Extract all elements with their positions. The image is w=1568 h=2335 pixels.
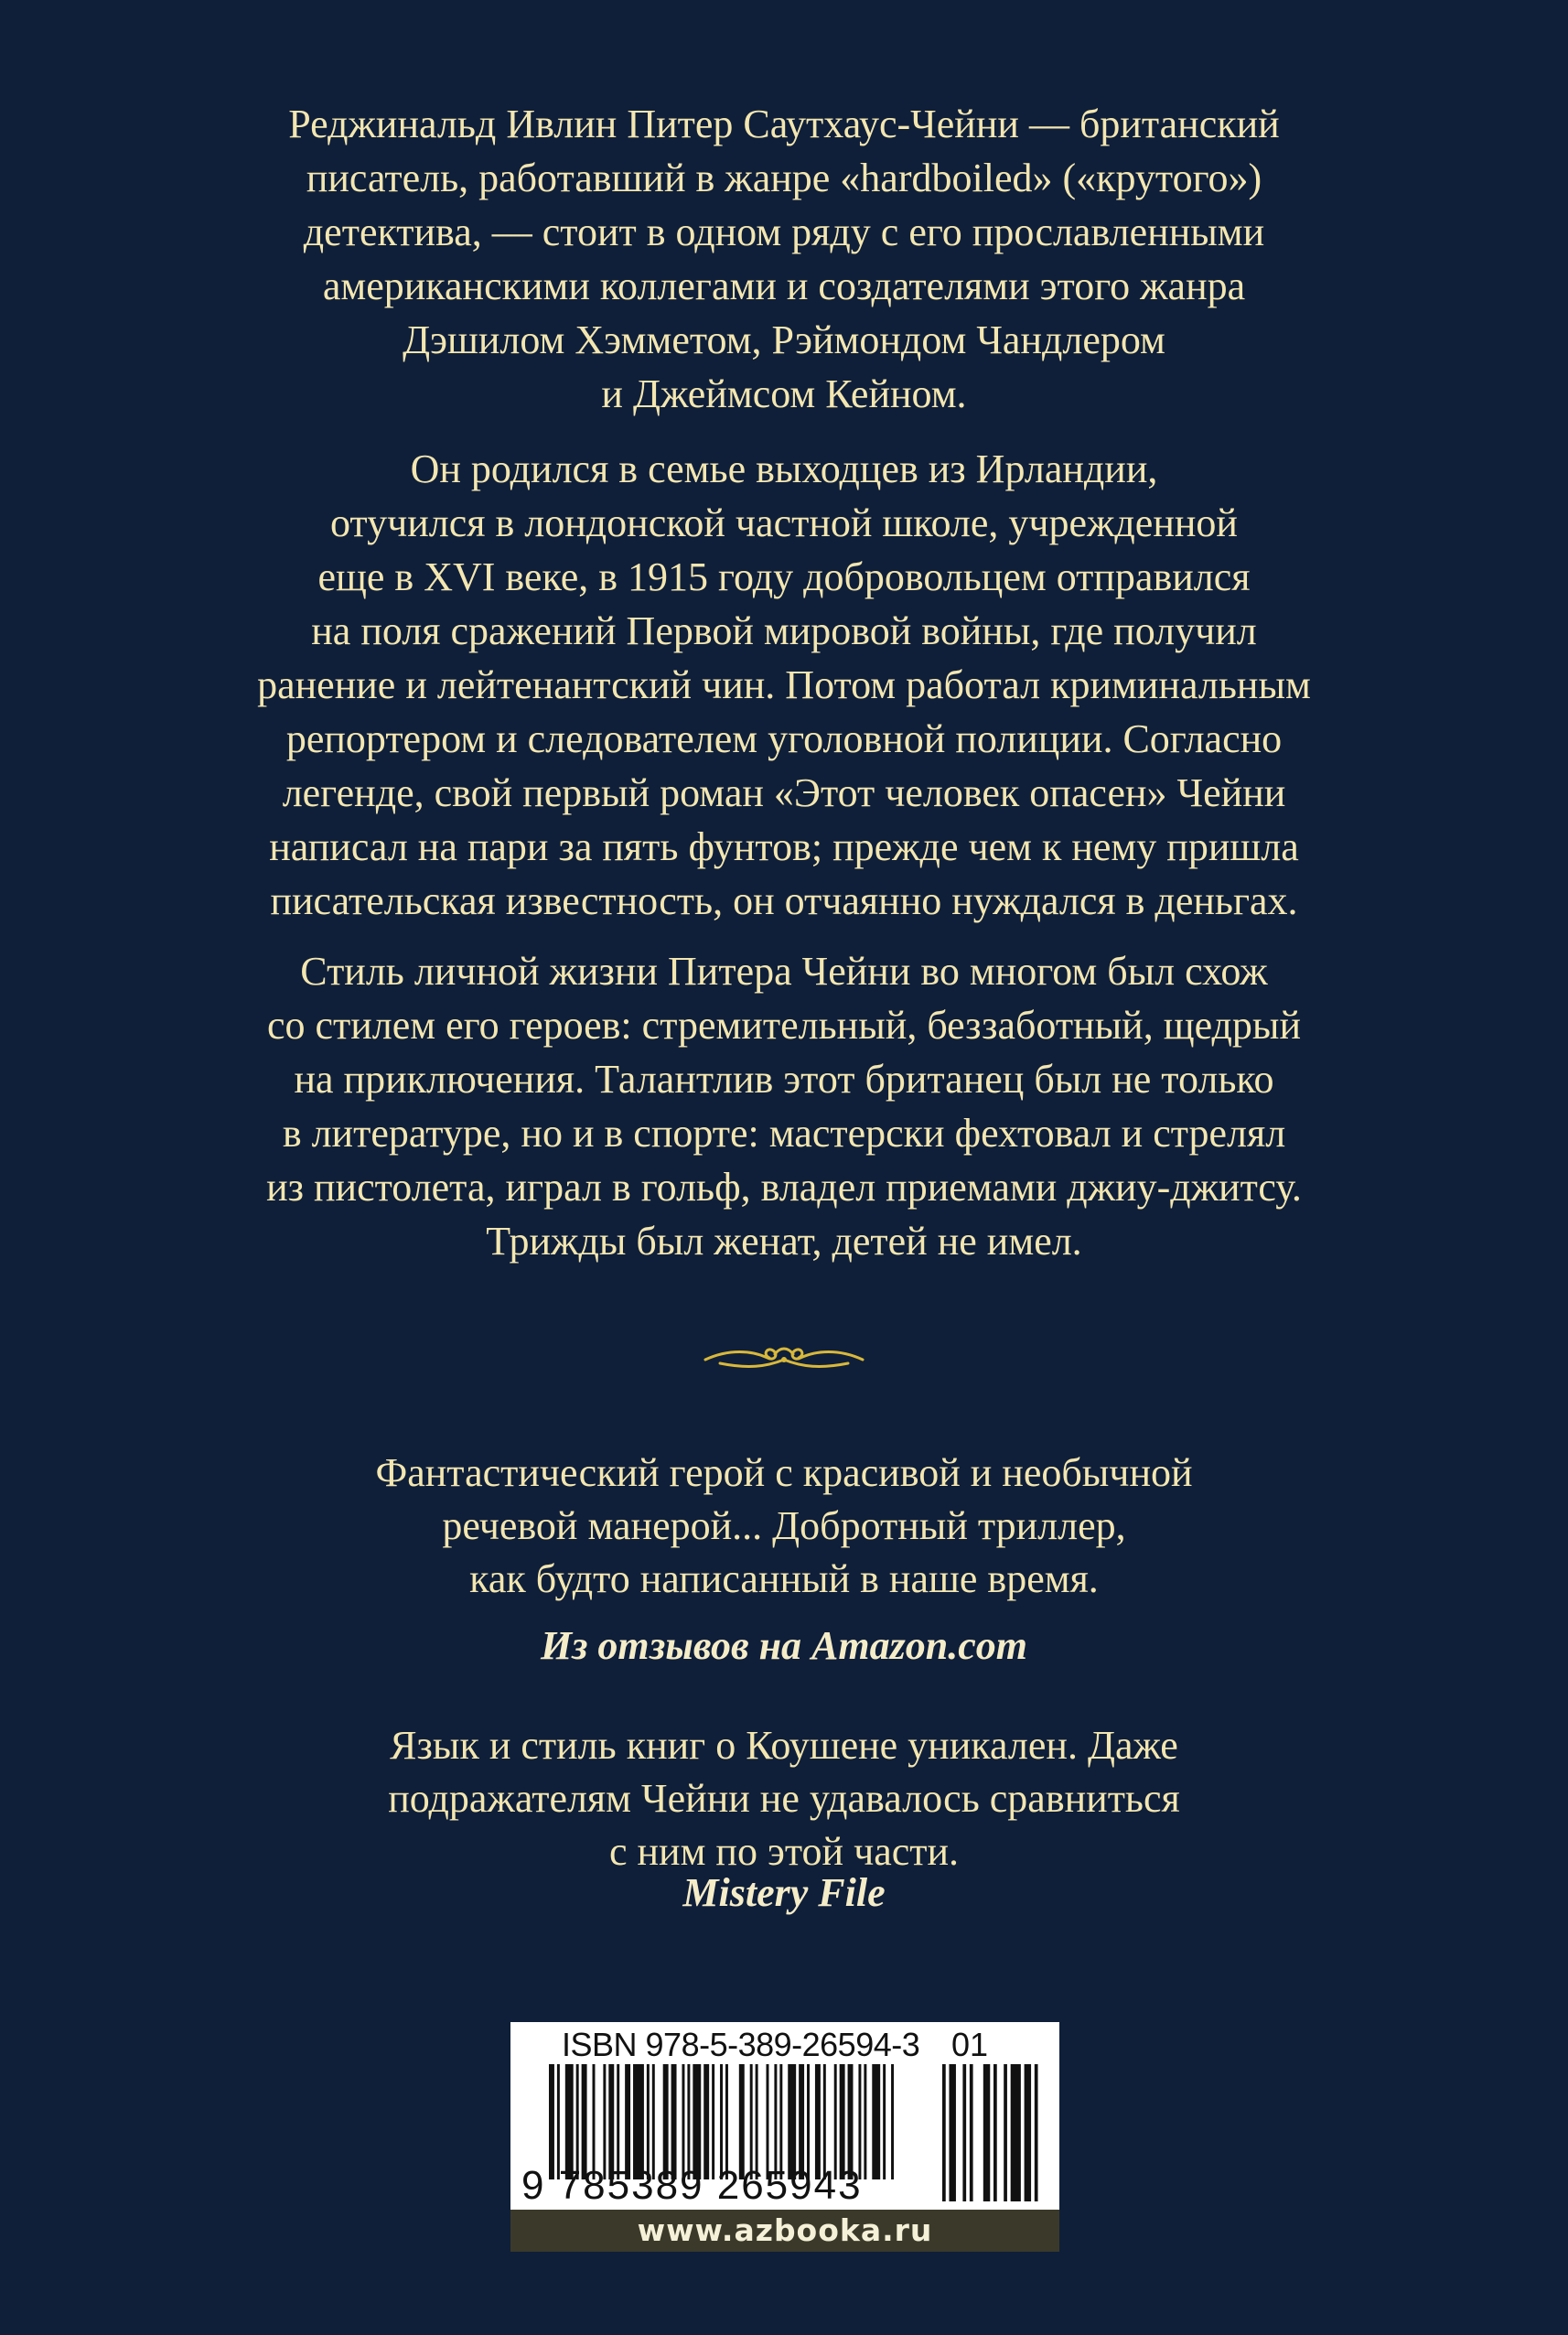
quote-line: как будто написанный в наше время. bbox=[469, 1556, 1099, 1601]
bio-paragraph-2 bbox=[156, 442, 1412, 928]
bio-line: ранение и лейтенантский чин. Потом работал криминальным bbox=[257, 662, 1311, 707]
barcode-bar bbox=[891, 2064, 894, 2179]
bio-line: еще в XVI веке, в 1915 году добровольцем отправился bbox=[317, 554, 1251, 599]
quote-line: Язык и стиль книг о Коушене уникален. Даже bbox=[390, 1723, 1178, 1768]
bio-line: писательская известность, он отчаянно нуждался в деньгах. bbox=[270, 878, 1298, 923]
barcode-bar bbox=[983, 2064, 990, 2201]
barcode-bar bbox=[864, 2064, 866, 2179]
review-source-2: Mistery File bbox=[682, 1870, 886, 1915]
bio-line: на поля сражений Первой мировой войны, где получил bbox=[311, 608, 1257, 653]
bio-paragraph-3 bbox=[156, 944, 1412, 1268]
bio-line: репортером и следователем уголовной полиции. Согласно bbox=[285, 716, 1283, 761]
review-quote-2 bbox=[156, 1719, 1412, 1878]
bio-line: Стиль личной жизни Питера Чейни во многом был схож bbox=[300, 949, 1268, 994]
barcode-addon-label: 01 bbox=[951, 2026, 989, 2063]
barcode-bar bbox=[1011, 2064, 1021, 2201]
quote-line: речевой манерой... Добротный триллер, bbox=[442, 1503, 1126, 1548]
quote-line: Фантастический герой с красивой и необычной bbox=[375, 1450, 1193, 1495]
barcode-bar bbox=[1025, 2064, 1031, 2201]
bio-line: Дэшилом Хэмметом, Рэймондом Чандлером bbox=[403, 317, 1165, 362]
bio-line: Трижды был женат, детей не имел. bbox=[486, 1219, 1082, 1264]
barcode-bar bbox=[942, 2064, 946, 2201]
barcode-bar bbox=[993, 2064, 997, 2201]
publisher-url: www.azbooka.ru bbox=[510, 2210, 1059, 2252]
bio-line: из пистолета, играл в гольф, владел приемами джиу-джитсу. bbox=[266, 1165, 1302, 1210]
barcode-bar bbox=[883, 2064, 886, 2179]
bio-line: на приключения. Талантлив этот британец был не только bbox=[294, 1057, 1274, 1102]
bio-line: Он родился в семье выходцев из Ирландии, bbox=[410, 447, 1158, 491]
quote-line: с ним по этой части. bbox=[608, 1829, 960, 1874]
isbn-label: ISBN 978-5-389-26594-3 bbox=[562, 2026, 920, 2063]
quote-line: подражателям Чейни не удавалось сравниться bbox=[388, 1776, 1180, 1821]
bio-line: и Джеймсом Кейном. bbox=[601, 371, 967, 416]
barcode-addon-icon bbox=[942, 2064, 1045, 2201]
bio-line: легенде, свой первый роман «Этот человек опасен» Чейни bbox=[282, 770, 1286, 815]
review-quote-1 bbox=[156, 1447, 1412, 1606]
bio-line: детектива, — стоит в одном ряду с его прославленными bbox=[303, 210, 1265, 254]
bio-line: в литературе, но и в спорте: мастерски фехтовал и стрелял bbox=[282, 1111, 1286, 1156]
bio-line: американскими коллегами и создателями этого жанра bbox=[322, 264, 1246, 308]
ean-digits: 9 785389 265943 bbox=[521, 2163, 863, 2208]
bio-paragraph-1 bbox=[156, 97, 1412, 421]
bio-line: писатель, работавший в жанре «hardboiled» («крутого») bbox=[306, 156, 1262, 200]
barcode-bar bbox=[872, 2064, 880, 2179]
barcode-bar bbox=[962, 2064, 966, 2201]
barcode-bar bbox=[970, 2064, 973, 2201]
bio-line: Реджинальд Ивлин Питер Саутхаус-Чейни — британский bbox=[288, 102, 1280, 146]
bio-line: написал на пари за пять фунтов; прежде чем к нему пришла bbox=[269, 824, 1299, 869]
review-source-1: Из отзывов на Amazon.com bbox=[541, 1623, 1027, 1668]
bio-line: отучился в лондонской частной школе, учрежденной bbox=[330, 500, 1238, 545]
flourish-ornament-icon bbox=[702, 1340, 866, 1374]
bio-line: со стилем его героев: стремительный, беззаботный, щедрый bbox=[266, 1003, 1302, 1048]
barcode-bar bbox=[1004, 2064, 1007, 2201]
barcode-bar bbox=[1035, 2064, 1038, 2201]
barcode-bar bbox=[949, 2064, 955, 2201]
